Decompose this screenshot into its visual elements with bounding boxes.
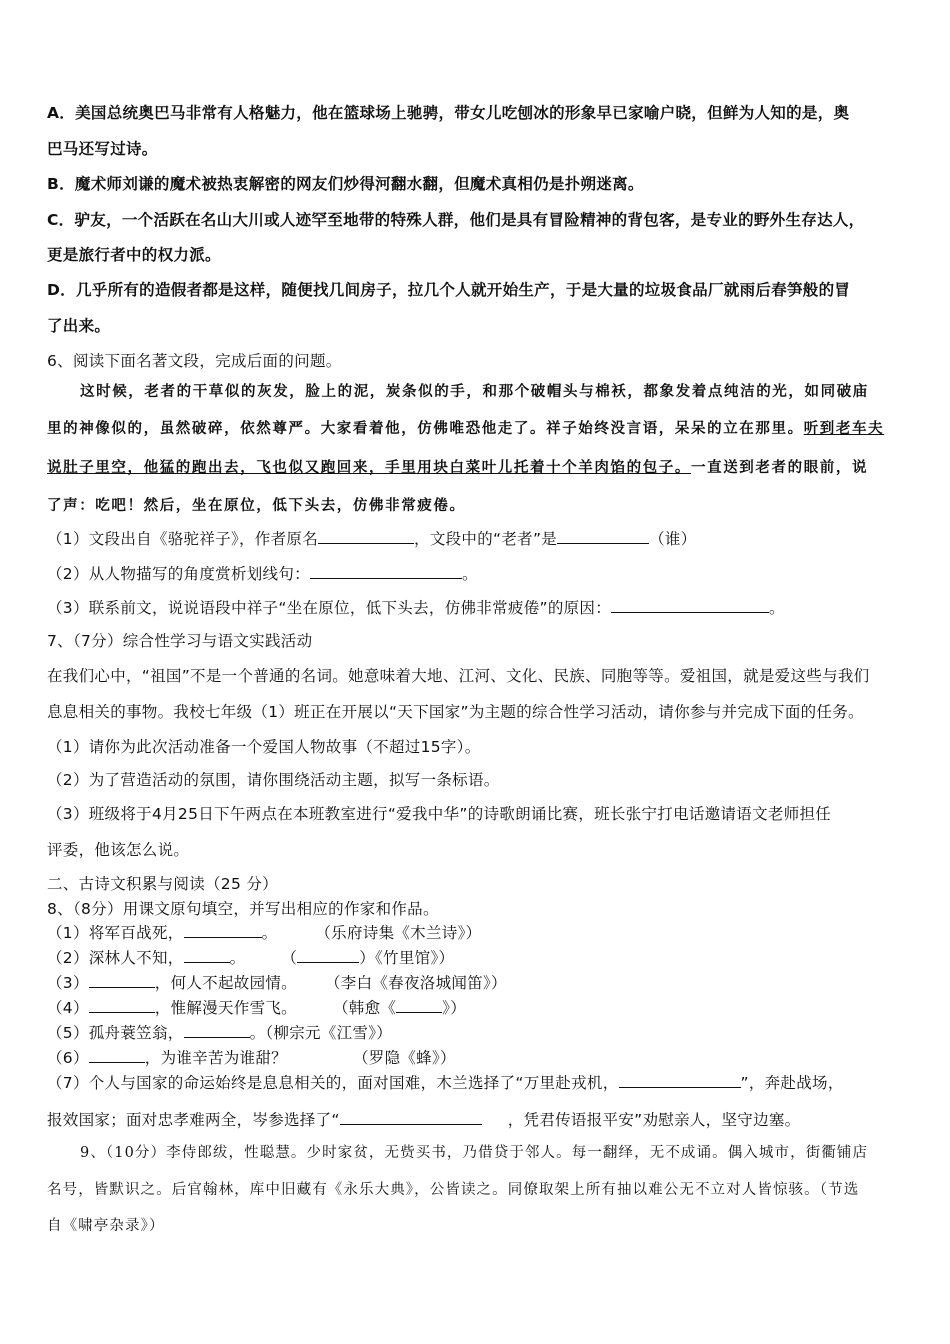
q5-option-b: B．魔术师刘谦的魔术被热衷解密的网友们炒得河翻水翻，但魔术真相仍是扑朔迷离。 <box>47 175 644 193</box>
q5-option-d-cont: 了出来。 <box>47 317 111 335</box>
q7-subquestion-2: （2）为了营造活动的氛围，请你围绕活动主题，拟写一条标语。 <box>47 771 500 789</box>
q5-option-c-cont: 更是旅行者中的权力派。 <box>47 246 221 264</box>
q8-line-5: （5）孤舟蓑笠翁， 。（柳宗元《江雪》） <box>47 1024 393 1042</box>
q7-subquestion-3-cont: 评委，他该怎么说。 <box>47 841 190 859</box>
q6-subquestion-2: （2）从人物描写的角度赏析划线句： 。 <box>47 565 478 583</box>
q6-passage-line: 里的神像似的，虽然破碎，依然尊严。大家看着他，仿佛唯恐他走了。祥子始终没言语，呆呆的立在那里。听到老车夫 <box>47 420 885 437</box>
q8-line-8: 报效国家；面对忠孝难两全，岑参选择了“ ，凭君传语报平安”劝慰亲人，坚守边塞。 <box>47 1111 801 1129</box>
q8-line-1: （1）将军百战死， 。 （乐府诗集《木兰诗》） <box>47 924 482 942</box>
answer-blank[interactable] <box>619 1073 741 1088</box>
answer-blank[interactable] <box>89 998 155 1013</box>
answer-blank[interactable] <box>611 598 769 613</box>
q8-line-4: （4） ，惟解漫天作雪飞。 （韩愈《 》） <box>47 999 467 1017</box>
q6-title: 6、阅读下面名著文段，完成后面的问题。 <box>47 352 342 370</box>
q8-line-2: （2）深林人不知， 。 （ ）《竹里馆》） <box>47 949 455 967</box>
q6-underlined-sentence: 说肚子里空，他猛的跑出去，飞也似又跑回来，手里用块白菜叶儿托着十个羊肉馅的包子。 <box>47 459 691 476</box>
answer-blank[interactable] <box>340 1110 482 1125</box>
q9-passage-line: 名号，皆默识之。后官翰林，库中旧藏有《永乐大典》，公皆读之。同僚取架上所有抽以难公无不立对人皆惊骇。（节选 <box>47 1182 860 1198</box>
q8-line-3: （3） ，何人不起故园情。 （李白《春夜洛城闻笛》） <box>47 974 507 992</box>
q6-passage-line: 这时候，老者的干草似的灰发，脸上的泥，炭条似的手，和那个破帽头与棉袄，都象发着点纯洁的光，如同破庙 <box>80 383 869 400</box>
q8-line-7: （7）个人与国家的命运始终是息息相关的，面对国难，木兰选择了“万里赴戎机， ”，奔赴战场， <box>47 1074 844 1092</box>
q6-subquestion-3: （3）联系前文，说说语段中祥子“坐在原位，低下头去，仿佛非常疲倦”的原因： 。 <box>47 599 785 617</box>
q7-paragraph-line: 息息相关的事物。我校七年级（1）班正在开展以“天下国家”为主题的综合性学习活动，请你参与并完成下面的任务。 <box>47 703 864 721</box>
answer-blank[interactable] <box>297 948 359 963</box>
answer-blank[interactable] <box>318 529 414 544</box>
q5-option-c: C．驴友，一个活跃在名山大川或人迹罕至地带的特殊人群，他们是具有冒险精神的背包客，是专业的野外生存达人， <box>47 211 865 229</box>
q6-passage-line: 说肚子里空，他猛的跑出去，飞也似又跑回来，手里用块白菜叶儿托着十个羊肉馅的包子。一直送到老者的眼前，说 <box>47 459 869 476</box>
q5-option-d: D．几乎所有的造假者都是这样，随便找几间房子，拉几个人就开始生产，于是大量的垃圾食品厂就雨后春笋般的冒 <box>47 281 851 299</box>
q5-option-a-cont: 巴马还写过诗。 <box>47 140 158 158</box>
q7-subquestion-3: （3）班级将于4月25日下午两点在本班教室进行“爱我中华”的诗歌朗诵比赛，班长张宁打电话邀请语文老师担任 <box>47 805 832 823</box>
q7-subquestion-1: （1）请你为此次活动准备一个爱国人物故事（不超过15字）。 <box>47 738 481 756</box>
q6-underlined-sentence: 听到老车夫 <box>803 420 885 437</box>
answer-blank[interactable] <box>310 564 462 579</box>
q9-passage-line: 自《啸亭杂录》） <box>47 1218 165 1234</box>
answer-blank[interactable] <box>89 1048 145 1063</box>
q5-option-a: A．美国总统奥巴马非常有人格魅力，他在篮球场上驰骋，带女儿吃刨冰的形象早已家喻户晓，但鲜为人知的是，奥 <box>47 104 850 122</box>
answer-blank[interactable] <box>184 923 262 938</box>
answer-blank[interactable] <box>557 529 649 544</box>
q8-line-6: （6） ，为谁辛苦为谁甜？ （罗隐《蜂》） <box>47 1049 456 1067</box>
section-2-title: 二、古诗文积累与阅读（25 分） <box>47 875 278 893</box>
q8-title: 8、（8分）用课文原句填空，并写出相应的作家和作品。 <box>47 900 439 918</box>
q7-paragraph-line: 在我们心中，“祖国”不是一个普通的名词。她意味着大地、江河、文化、民族、同胞等等。爱祖国，就是爱这些与我们 <box>47 667 870 685</box>
q6-passage-line: 了声：吃吧！然后，坐在原位，低下头去，仿佛非常疲倦。 <box>47 497 466 514</box>
answer-blank[interactable] <box>89 973 155 988</box>
q6-subquestion-1: （1）文段出自《骆驼祥子》，作者原名 ，文段中的“老者”是 （谁） <box>47 530 697 548</box>
answer-blank[interactable] <box>396 998 442 1013</box>
q9-passage-line: 9、（10分）李侍郎绂，性聪慧。少时家贫，无赀买书，乃借贷于邻人。每一翻绎，无不成诵。偶入城市，街衢铺店 <box>80 1145 869 1161</box>
answer-blank[interactable] <box>184 1023 250 1038</box>
q7-title: 7、（7分）综合性学习与语文实践活动 <box>47 632 313 650</box>
answer-blank[interactable] <box>184 948 230 963</box>
